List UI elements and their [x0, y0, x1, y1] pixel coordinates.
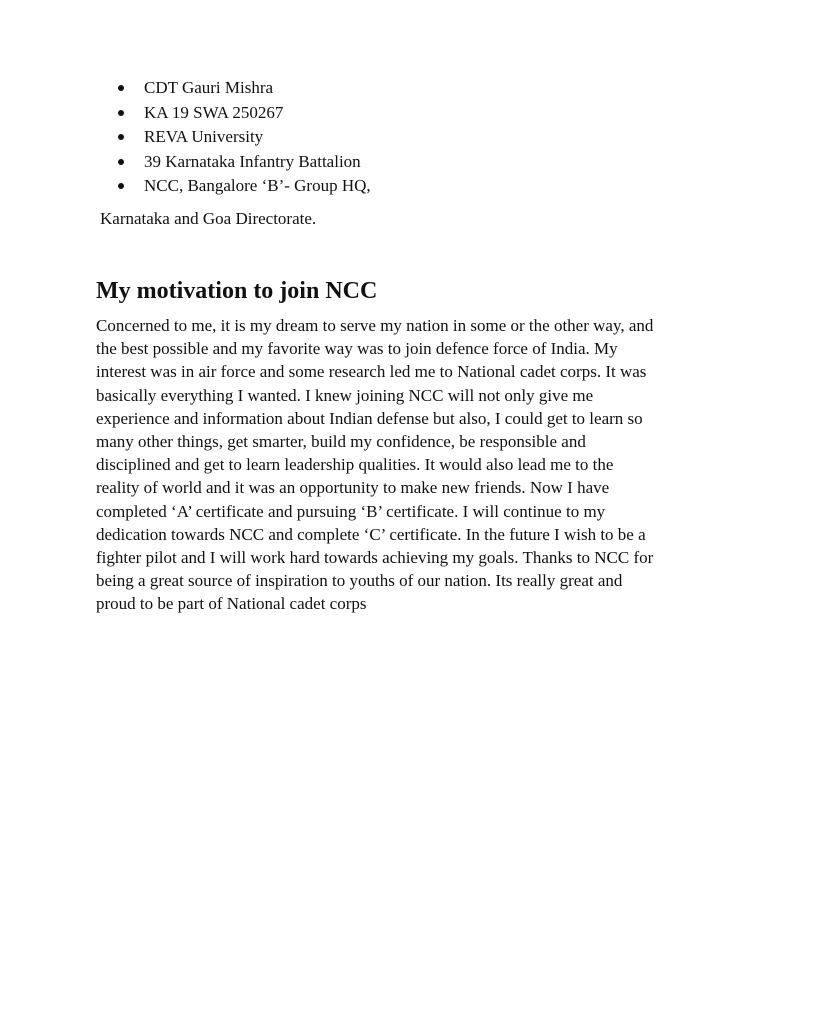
paragraph-line: disciplined and get to learn leadership qualities. It would also lead me to the	[96, 455, 614, 475]
bullet-icon	[118, 85, 124, 91]
paragraph-line: dedication towards NCC and complete ‘C’ certificate. In the future I wish to be a	[96, 524, 646, 544]
bullet-icon	[118, 134, 124, 140]
list-item	[118, 150, 371, 175]
bullet-icon	[118, 110, 124, 116]
paragraph-line: the best possible and my favorite way was to join defence force of India. My	[96, 339, 618, 359]
list-item-text: REVA University	[144, 127, 264, 146]
list-item-text: CDT Gauri Mishra	[144, 78, 274, 97]
list-item	[118, 125, 371, 150]
list-item	[118, 101, 371, 126]
list-item-text: 39 Karnataka Infantry Battalion	[144, 151, 361, 171]
paragraph-line: reality of world and it was an opportunity to make new friends. Now I have	[96, 478, 610, 498]
list-item-text: KA 19 SWA 250267	[144, 102, 284, 122]
motivation-paragraph	[96, 314, 653, 616]
paragraph-line: completed ‘A’ certificate and pursuing ‘B’ certificate. I will continue to my	[96, 501, 606, 521]
list-item	[118, 174, 371, 199]
paragraph-line: many other things, get smarter, build my confidence, be responsible and	[96, 432, 586, 452]
paragraph-line: interest was in air force and some research led me to National cadet corps. It was	[96, 362, 647, 382]
bullet-icon	[118, 183, 124, 189]
directorate-line: Karnataka and Goa Directorate.	[100, 209, 317, 228]
paragraph-line: experience and information about Indian defense but also, I could get to learn so	[96, 408, 643, 428]
paragraph-line: proud to be part of National cadet corps	[96, 594, 367, 614]
paragraph-line: being a great source of inspiration to youths of our nation. Its really great and	[96, 571, 623, 591]
cadet-details-list	[118, 76, 371, 199]
paragraph-line: fighter pilot and I will work hard towards achieving my goals. Thanks to NCC for	[96, 548, 654, 568]
bullet-icon	[118, 159, 124, 165]
section-heading: My motivation to join NCC	[96, 278, 378, 304]
list-item	[118, 76, 371, 101]
paragraph-line: basically everything I wanted. I knew joining NCC will not only give me	[96, 385, 594, 405]
paragraph-line: Concerned to me, it is my dream to serve my nation in some or the other way, and	[96, 316, 654, 335]
list-item-text: NCC, Bangalore ‘B’- Group HQ,	[144, 176, 371, 195]
